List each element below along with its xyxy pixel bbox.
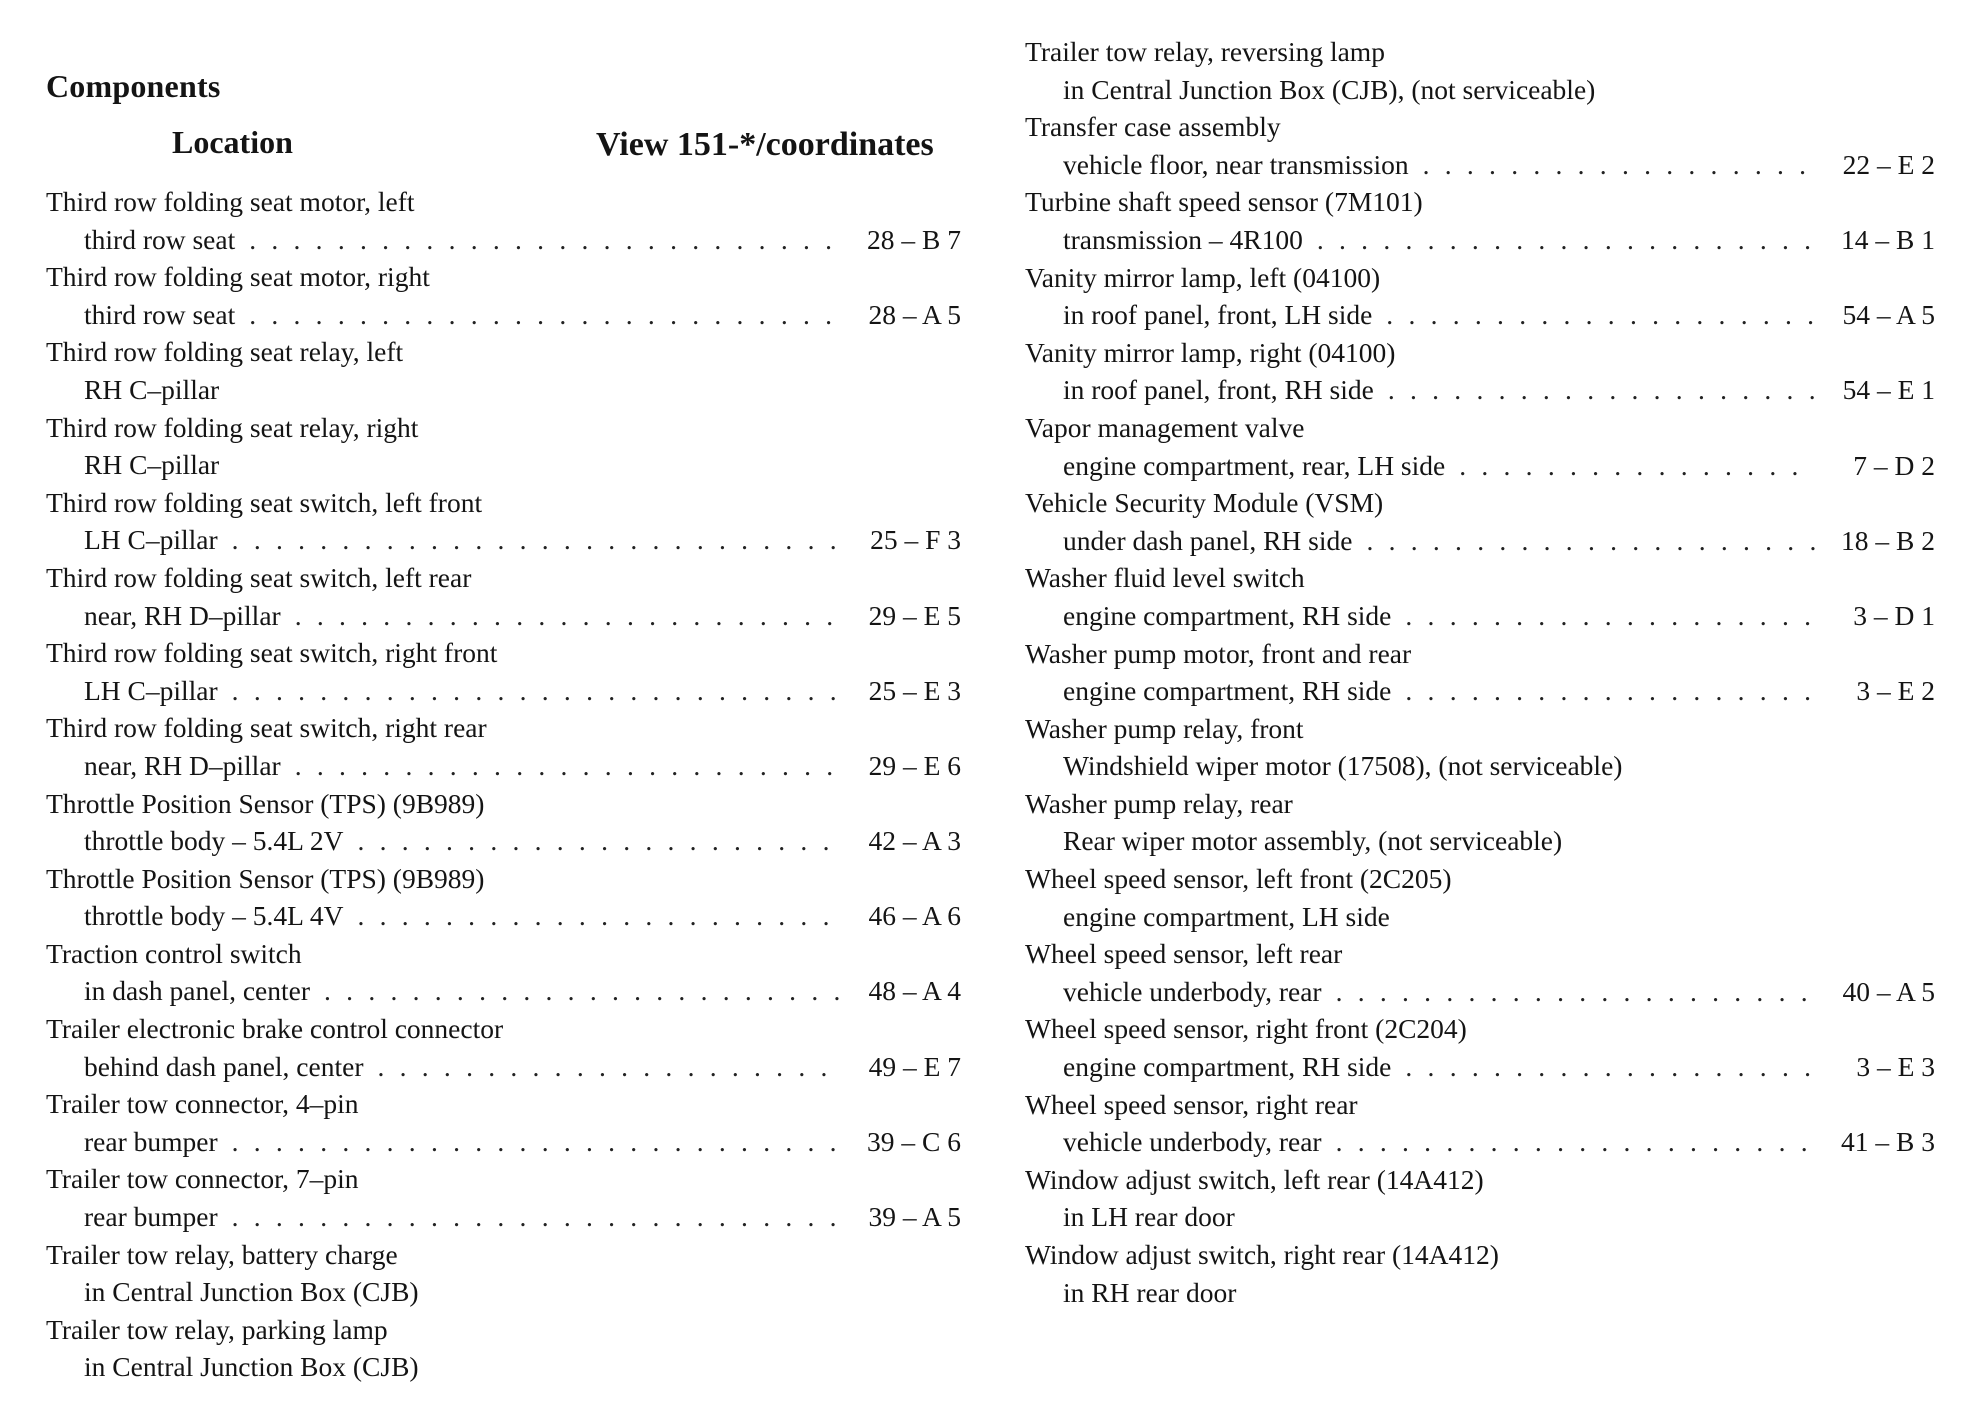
view-coordinate: 14 – B 1 <box>1841 223 1935 255</box>
component-name: Turbine shaft speed sensor (7M101) <box>1025 186 1423 218</box>
component-location: engine compartment, RH side <box>1063 675 1392 707</box>
dot-leader <box>1459 447 1815 485</box>
component-location-line <box>46 446 961 484</box>
component-entry <box>1025 484 1935 559</box>
component-name: Window adjust switch, left rear (14A412) <box>1025 1163 1484 1195</box>
component-location-line <box>1025 371 1935 409</box>
component-entry <box>1025 785 1935 860</box>
component-location-line <box>46 672 961 710</box>
component-location-line <box>1025 898 1935 936</box>
component-name: Throttle Position Sensor (TPS) (9B989) <box>46 787 485 819</box>
dot-leader <box>295 597 841 635</box>
dot-leader <box>1405 1048 1815 1086</box>
component-location-line <box>46 221 961 259</box>
component-entry <box>1025 409 1935 484</box>
component-location-line <box>46 371 961 409</box>
component-entry <box>1025 860 1935 935</box>
dot-leader <box>249 296 841 334</box>
component-location-line <box>1025 146 1935 184</box>
dot-leader <box>232 521 841 559</box>
component-location: third row seat <box>84 298 236 330</box>
dot-leader <box>377 1048 841 1086</box>
dot-leader <box>324 972 841 1010</box>
component-name: Wheel speed sensor, right rear <box>1025 1088 1358 1120</box>
component-location-line <box>1025 447 1935 485</box>
component-location: in Central Junction Box (CJB), (not serviceable) <box>1063 73 1596 105</box>
dot-leader <box>1388 371 1815 409</box>
component-name: Wheel speed sensor, right front (2C204) <box>1025 1013 1467 1045</box>
component-name: Traction control switch <box>46 937 302 969</box>
dot-leader <box>249 221 841 259</box>
view-coordinate: 54 – A 5 <box>1842 299 1935 331</box>
view-coordinate: 49 – E 7 <box>868 1050 961 1082</box>
component-location-line <box>46 897 961 935</box>
view-coordinate: 29 – E 6 <box>868 749 961 781</box>
dot-leader <box>1366 522 1815 560</box>
component-entry <box>1025 1236 1935 1311</box>
component-location-line <box>46 296 961 334</box>
component-name: Third row folding seat switch, right rear <box>46 712 487 744</box>
component-location: vehicle floor, near transmission <box>1063 148 1409 180</box>
component-location: rear bumper <box>84 1201 218 1233</box>
dot-leader <box>232 1198 841 1236</box>
component-location-line <box>46 972 961 1010</box>
component-entry <box>46 860 961 935</box>
component-location-line <box>1025 1274 1935 1312</box>
component-entry <box>46 1010 961 1085</box>
section-heading: Components <box>46 68 221 104</box>
component-entry <box>46 1085 961 1160</box>
dot-leader <box>1405 672 1815 710</box>
view-coordinate: 42 – A 3 <box>868 825 961 857</box>
component-location: Rear wiper motor assembly, (not serviceable) <box>1063 825 1563 857</box>
component-name: Vehicle Security Module (VSM) <box>1025 487 1384 519</box>
component-location-line <box>46 822 961 860</box>
view-coordinate: 22 – E 2 <box>1842 148 1935 180</box>
component-location: third row seat <box>84 223 236 255</box>
component-location-line <box>1025 1123 1935 1161</box>
component-entry <box>46 785 961 860</box>
component-name: Vanity mirror lamp, left (04100) <box>1025 261 1381 293</box>
component-name: Wheel speed sensor, left front (2C205) <box>1025 863 1452 895</box>
view-coordinate: 28 – A 5 <box>868 298 961 330</box>
component-location-line <box>1025 71 1935 109</box>
component-location: in Central Junction Box (CJB) <box>84 1276 419 1308</box>
component-name: Trailer tow connector, 4–pin <box>46 1088 359 1120</box>
component-location-line <box>46 1273 961 1311</box>
view-coordinate: 18 – B 2 <box>1841 524 1935 556</box>
component-entry <box>46 258 961 333</box>
left-component-list <box>46 183 961 1386</box>
component-name: Third row folding seat relay, left <box>46 336 404 368</box>
view-coordinate: 7 – D 2 <box>1853 449 1935 481</box>
component-name: Third row folding seat switch, left rear <box>46 561 472 593</box>
component-entry <box>1025 559 1935 634</box>
component-entry <box>46 935 961 1010</box>
dot-leader <box>232 1123 841 1161</box>
component-location: RH C–pillar <box>84 373 220 405</box>
dot-leader <box>1386 296 1815 334</box>
component-entry <box>1025 259 1935 334</box>
component-location: Windshield wiper motor (17508), (not serviceable) <box>1063 750 1623 782</box>
component-entry <box>46 1311 961 1386</box>
component-entry <box>46 183 961 258</box>
component-location-line <box>46 1048 961 1086</box>
dot-leader <box>1336 973 1815 1011</box>
component-location-line <box>46 747 961 785</box>
component-name: Third row folding seat motor, left <box>46 186 415 217</box>
component-location-line <box>46 1198 961 1236</box>
component-location: in RH rear door <box>1063 1276 1237 1308</box>
component-entry <box>1025 1086 1935 1161</box>
component-entry <box>1025 33 1935 108</box>
component-location-line <box>1025 973 1935 1011</box>
component-location-line <box>46 1123 961 1161</box>
component-location-line <box>46 1348 961 1386</box>
view-coordinate: 39 – C 6 <box>867 1125 961 1157</box>
view-coordinates-column-heading: View 151-*/coordinates <box>596 126 934 163</box>
dot-leader <box>232 672 841 710</box>
component-location: RH C–pillar <box>84 449 220 481</box>
component-location-line <box>1025 747 1935 785</box>
component-location: in dash panel, center <box>84 975 311 1007</box>
component-entry <box>46 634 961 709</box>
component-name: Washer pump relay, rear <box>1025 787 1293 819</box>
component-location-line <box>1025 822 1935 860</box>
component-name: Window adjust switch, right rear (14A412) <box>1025 1239 1499 1270</box>
view-coordinate: 41 – B 3 <box>1841 1126 1935 1158</box>
component-location: behind dash panel, center <box>84 1050 364 1082</box>
component-entry <box>1025 710 1935 785</box>
component-location-line <box>1025 296 1935 334</box>
component-entry <box>1025 935 1935 1010</box>
component-location: vehicle underbody, rear <box>1063 975 1322 1007</box>
component-name: Third row folding seat relay, right <box>46 411 419 443</box>
component-name: Vanity mirror lamp, right (04100) <box>1025 336 1396 368</box>
component-entry <box>46 709 961 784</box>
view-coordinate: 40 – A 5 <box>1842 975 1935 1007</box>
view-coordinate: 29 – E 5 <box>868 599 961 631</box>
component-location-line <box>1025 1198 1935 1236</box>
component-name: Washer pump relay, front <box>1025 712 1304 744</box>
component-location-line <box>46 597 961 635</box>
dot-leader <box>357 897 841 935</box>
component-location: in LH rear door <box>1063 1201 1235 1233</box>
component-location: throttle body – 5.4L 4V <box>84 900 344 932</box>
component-entry <box>1025 334 1935 409</box>
component-location: LH C–pillar <box>84 674 218 706</box>
component-name: Trailer tow connector, 7–pin <box>46 1163 359 1195</box>
component-location: LH C–pillar <box>84 524 218 556</box>
component-location: throttle body – 5.4L 2V <box>84 825 344 857</box>
dot-leader <box>1317 221 1815 259</box>
component-location: engine compartment, RH side <box>1063 599 1392 631</box>
component-entry <box>1025 1161 1935 1236</box>
component-name: Throttle Position Sensor (TPS) (9B989) <box>46 862 485 894</box>
dot-leader <box>357 822 841 860</box>
component-location-line <box>46 521 961 559</box>
component-entry <box>46 1160 961 1235</box>
component-location: rear bumper <box>84 1125 218 1157</box>
component-name: Trailer tow relay, parking lamp <box>46 1313 388 1345</box>
component-location: in roof panel, front, LH side <box>1063 299 1373 331</box>
component-name: Wheel speed sensor, left rear <box>1025 938 1343 970</box>
component-entry <box>1025 183 1935 258</box>
view-coordinate: 3 – D 1 <box>1853 599 1935 631</box>
component-entry <box>1025 108 1935 183</box>
view-coordinate: 28 – B 7 <box>867 223 961 255</box>
component-name: Washer pump motor, front and rear <box>1025 637 1412 669</box>
component-name: Trailer tow relay, reversing lamp <box>1025 36 1385 67</box>
component-location-line <box>1025 221 1935 259</box>
component-entry <box>1025 1010 1935 1085</box>
component-name: Trailer tow relay, battery charge <box>46 1238 398 1270</box>
component-location: vehicle underbody, rear <box>1063 1126 1322 1158</box>
view-coordinate: 39 – A 5 <box>868 1201 961 1233</box>
component-location: engine compartment, RH side <box>1063 1051 1392 1083</box>
location-column-heading: Location <box>172 124 293 160</box>
component-location: under dash panel, RH side <box>1063 524 1353 556</box>
component-name: Vapor management valve <box>1025 411 1305 443</box>
component-location: transmission – 4R100 <box>1063 223 1303 255</box>
dot-leader <box>1405 597 1815 635</box>
view-coordinate: 3 – E 3 <box>1856 1051 1935 1083</box>
component-name: Washer fluid level switch <box>1025 562 1305 594</box>
component-name: Transfer case assembly <box>1025 111 1281 143</box>
dot-leader <box>295 747 841 785</box>
component-location-line <box>1025 672 1935 710</box>
view-coordinate: 3 – E 2 <box>1856 675 1935 707</box>
view-coordinate: 48 – A 4 <box>868 975 961 1007</box>
component-location-line <box>1025 1048 1935 1086</box>
component-location: near, RH D–pillar <box>84 599 281 631</box>
component-entry <box>46 1236 961 1311</box>
component-location: in roof panel, front, RH side <box>1063 374 1374 406</box>
component-entry <box>46 409 961 484</box>
component-name: Third row folding seat switch, right front <box>46 637 498 669</box>
component-name: Third row folding seat switch, left front <box>46 486 483 518</box>
component-entry <box>46 559 961 634</box>
component-location-line <box>1025 597 1935 635</box>
component-location: near, RH D–pillar <box>84 749 281 781</box>
component-name: Third row folding seat motor, right <box>46 261 430 293</box>
view-coordinate: 46 – A 6 <box>868 900 961 932</box>
component-location: engine compartment, LH side <box>1063 900 1390 932</box>
component-location: in Central Junction Box (CJB) <box>84 1351 419 1383</box>
component-name: Trailer electronic brake control connector <box>46 1013 504 1045</box>
view-coordinate: 25 – E 3 <box>868 674 961 706</box>
dot-leader <box>1336 1123 1815 1161</box>
component-location: engine compartment, rear, LH side <box>1063 449 1446 481</box>
right-component-list <box>1025 33 1935 1311</box>
view-coordinate: 25 – F 3 <box>870 524 961 556</box>
component-entry <box>1025 635 1935 710</box>
view-coordinate: 54 – E 1 <box>1842 374 1935 406</box>
dot-leader <box>1423 146 1815 184</box>
component-location-line <box>1025 522 1935 560</box>
component-entry <box>46 333 961 408</box>
component-entry <box>46 484 961 559</box>
